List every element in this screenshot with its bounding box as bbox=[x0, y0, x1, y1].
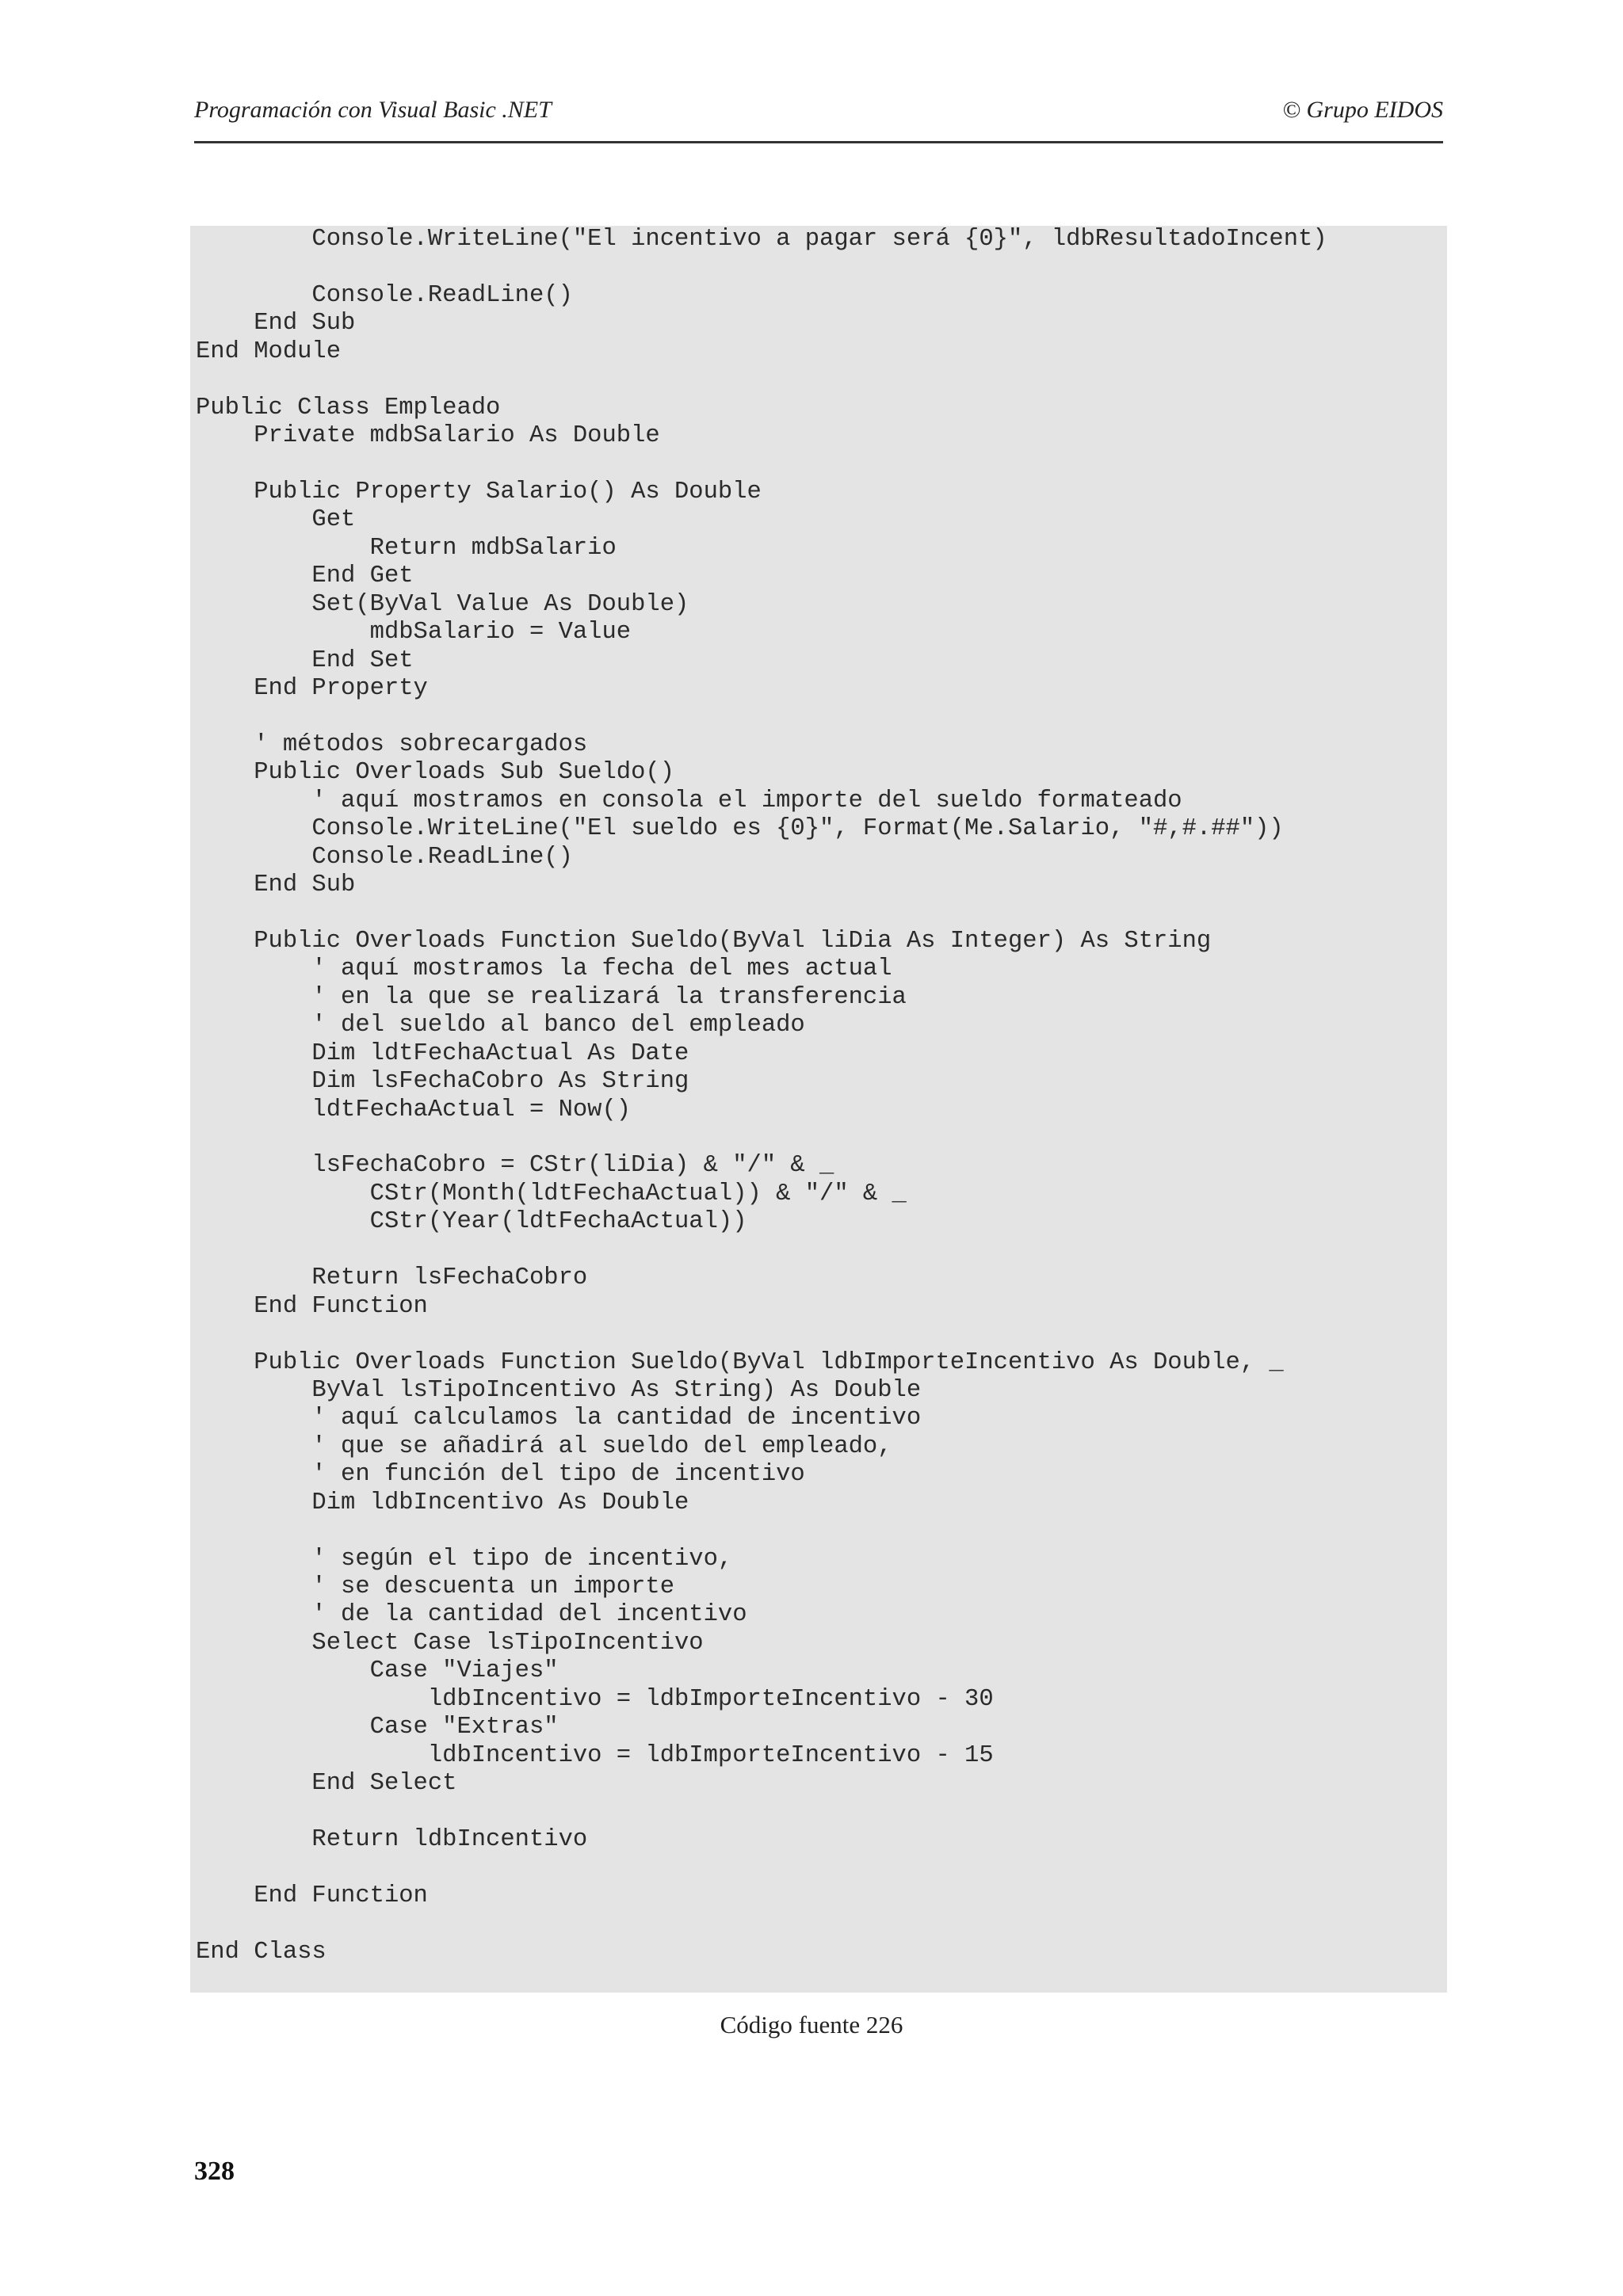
code-line: Case "Extras" bbox=[196, 1714, 559, 1741]
code-line: End Module bbox=[196, 338, 342, 365]
code-line: CStr(Month(ldtFechaActual)) & "/" & _ bbox=[196, 1180, 907, 1207]
code-line bbox=[196, 366, 1440, 394]
code-line: mdbSalario = Value bbox=[196, 619, 632, 646]
page-header bbox=[194, 93, 1443, 143]
code-line: End Property bbox=[196, 675, 428, 702]
code-line: Public Overloads Function Sueldo(ByVal ldbImporteIncentivo As Double, _ bbox=[196, 1348, 1284, 1376]
code-line: Console.WriteLine("El incentivo a pagar será {0}", ldbResultadoIncent) bbox=[196, 226, 1327, 253]
code-line: Dim ldtFechaActual As Date bbox=[196, 1039, 689, 1067]
code-line: End Set bbox=[196, 646, 414, 674]
code-line: Public Property Salario() As Double bbox=[196, 478, 762, 505]
code-listing bbox=[190, 226, 1447, 1993]
code-line: ' aquí calculamos la cantidad de incentivo bbox=[196, 1405, 922, 1432]
book-title: Programación con Visual Basic .NET bbox=[194, 97, 552, 123]
code-line: End Sub bbox=[196, 310, 356, 338]
code-line: ' del sueldo al banco del empleado bbox=[196, 1012, 805, 1039]
code-line: ldbIncentivo = ldbImporteIncentivo - 30 bbox=[196, 1685, 994, 1713]
code-line: End Function bbox=[196, 1882, 428, 1909]
code-line: Set(ByVal Value As Double) bbox=[196, 590, 689, 618]
code-line: End Class bbox=[196, 1938, 327, 1966]
code-line: ByVal lsTipoIncentivo As String) As Double bbox=[196, 1376, 922, 1404]
code-line: Console.ReadLine() bbox=[196, 281, 573, 309]
code-line: ' aquí mostramos la fecha del mes actual bbox=[196, 955, 892, 983]
code-line bbox=[196, 1798, 1440, 1826]
code-line: Dim ldbIncentivo As Double bbox=[196, 1489, 689, 1516]
code-line: Return mdbSalario bbox=[196, 534, 617, 562]
code-line: ' según el tipo de incentivo, bbox=[196, 1545, 733, 1573]
code-line: Select Case lsTipoIncentivo bbox=[196, 1629, 704, 1657]
code-line: Public Overloads Function Sueldo(ByVal liDia As Integer) As String bbox=[196, 927, 1212, 955]
publisher-copyright: © Grupo EIDOS bbox=[1282, 97, 1443, 123]
code-line: End Sub bbox=[196, 871, 356, 899]
code-line bbox=[196, 1854, 1440, 1882]
code-line: End Select bbox=[196, 1770, 457, 1798]
code-line: ' aquí mostramos en consola el importe del sueldo formateado bbox=[196, 787, 1182, 814]
code-line: ' que se añadirá al sueldo del empleado, bbox=[196, 1432, 892, 1460]
code-line bbox=[196, 1321, 1440, 1348]
code-line bbox=[196, 1124, 1440, 1152]
code-line: ' métodos sobrecargados bbox=[196, 730, 588, 758]
code-line bbox=[196, 254, 1440, 281]
code-line: Private mdbSalario As Double bbox=[196, 422, 660, 450]
code-line: Case "Viajes" bbox=[196, 1657, 559, 1685]
code-line: Public Class Empleado bbox=[196, 394, 501, 421]
code-caption: Código fuente 226 bbox=[720, 2011, 903, 2039]
code-line: Get bbox=[196, 506, 356, 534]
code-line: Return ldbIncentivo bbox=[196, 1825, 588, 1853]
code-lines bbox=[196, 226, 1440, 1966]
code-line bbox=[196, 703, 1440, 730]
code-line: Console.WriteLine("El sueldo es {0}", Format(Me.Salario, "#,#.##")) bbox=[196, 815, 1284, 843]
code-line: lsFechaCobro = CStr(liDia) & "/" & _ bbox=[196, 1152, 834, 1180]
code-line bbox=[196, 1517, 1440, 1545]
code-line: End Get bbox=[196, 563, 414, 590]
code-line: ' de la cantidad del incentivo bbox=[196, 1601, 747, 1629]
code-line: ' se descuenta un importe bbox=[196, 1573, 674, 1600]
code-line: CStr(Year(ldtFechaActual)) bbox=[196, 1208, 747, 1236]
code-line: ldtFechaActual = Now() bbox=[196, 1096, 632, 1123]
code-line: ' en la que se realizará la transferencia bbox=[196, 983, 907, 1011]
code-line: ' en función del tipo de incentivo bbox=[196, 1461, 805, 1489]
code-line: End Function bbox=[196, 1292, 428, 1320]
code-line: Return lsFechaCobro bbox=[196, 1264, 588, 1292]
page-number: 328 bbox=[194, 2157, 235, 2186]
code-line bbox=[196, 1910, 1440, 1938]
code-line bbox=[196, 451, 1440, 479]
code-line: Console.ReadLine() bbox=[196, 843, 573, 871]
code-line: Public Overloads Sub Sueldo() bbox=[196, 759, 674, 787]
code-line bbox=[196, 1237, 1440, 1264]
code-line: Dim lsFechaCobro As String bbox=[196, 1068, 689, 1096]
code-line: ldbIncentivo = ldbImporteIncentivo - 15 bbox=[196, 1741, 994, 1769]
code-line bbox=[196, 900, 1440, 928]
